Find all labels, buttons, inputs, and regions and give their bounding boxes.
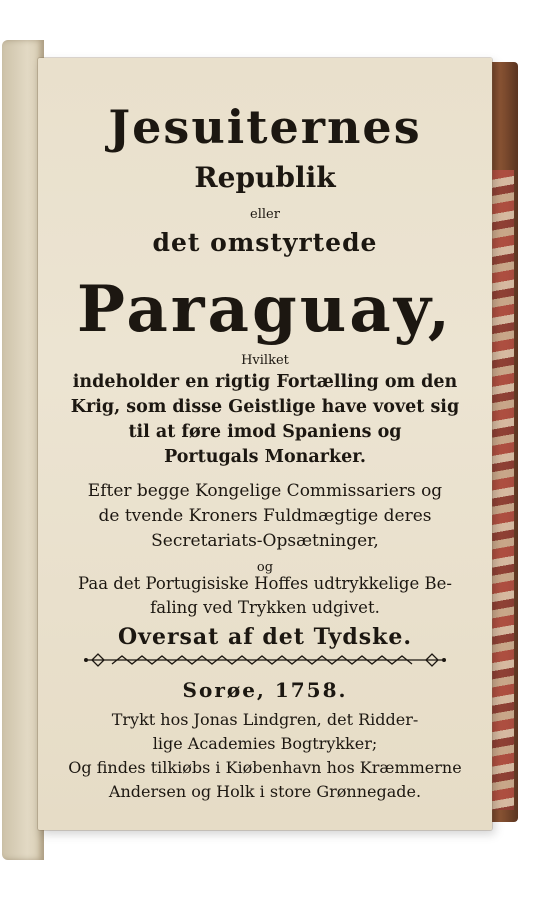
hvilket-word: Hvilket [241, 353, 289, 368]
translated-line: Oversat af det Tydske. [118, 624, 412, 650]
og-word: og [256, 560, 274, 575]
body-line: til at føre imod Spaniens og [128, 422, 402, 442]
printer-line: Trykt hos Jonas Lindgren, det Ridder- [111, 710, 419, 729]
printer-line: lige Academies Bogtrykker; [152, 734, 378, 753]
publish-line: Paa det Portugisiske Hoffes udtrykkelige Be- [78, 574, 452, 593]
source-line: Efter begge Kongelige Commissariers og [87, 481, 443, 501]
title-line-1: Jesuiternes [108, 100, 422, 154]
printer-line: Andersen og Holk i store Grønnegade. [108, 782, 422, 801]
title-line-4: Paraguay, [76, 272, 454, 347]
place-date: Sorøe, 1758. [182, 678, 348, 702]
ornamental-border-icon [82, 652, 448, 668]
marbled-endpaper [490, 170, 514, 810]
body-line: Portugals Monarker. [164, 447, 366, 467]
source-line: de tvende Kroners Fuldmægtige deres [98, 506, 432, 526]
title-line-2: Republik [194, 161, 336, 194]
connector-eller: eller [250, 207, 280, 222]
publish-line: faling ved Trykken udgivet. [150, 598, 380, 617]
body-line: Krig, som disse Geistlige have vovet sig [70, 397, 460, 417]
title-line-3: det omstyrtede [152, 228, 378, 257]
body-line: indeholder en rigtig Fortælling om den [72, 372, 458, 392]
title-page [38, 58, 492, 830]
source-line: Secretariats-Opsætninger, [151, 531, 379, 551]
printer-line: Og findes tilkiøbs i Kiøbenhavn hos Kræmmerne [68, 758, 462, 777]
